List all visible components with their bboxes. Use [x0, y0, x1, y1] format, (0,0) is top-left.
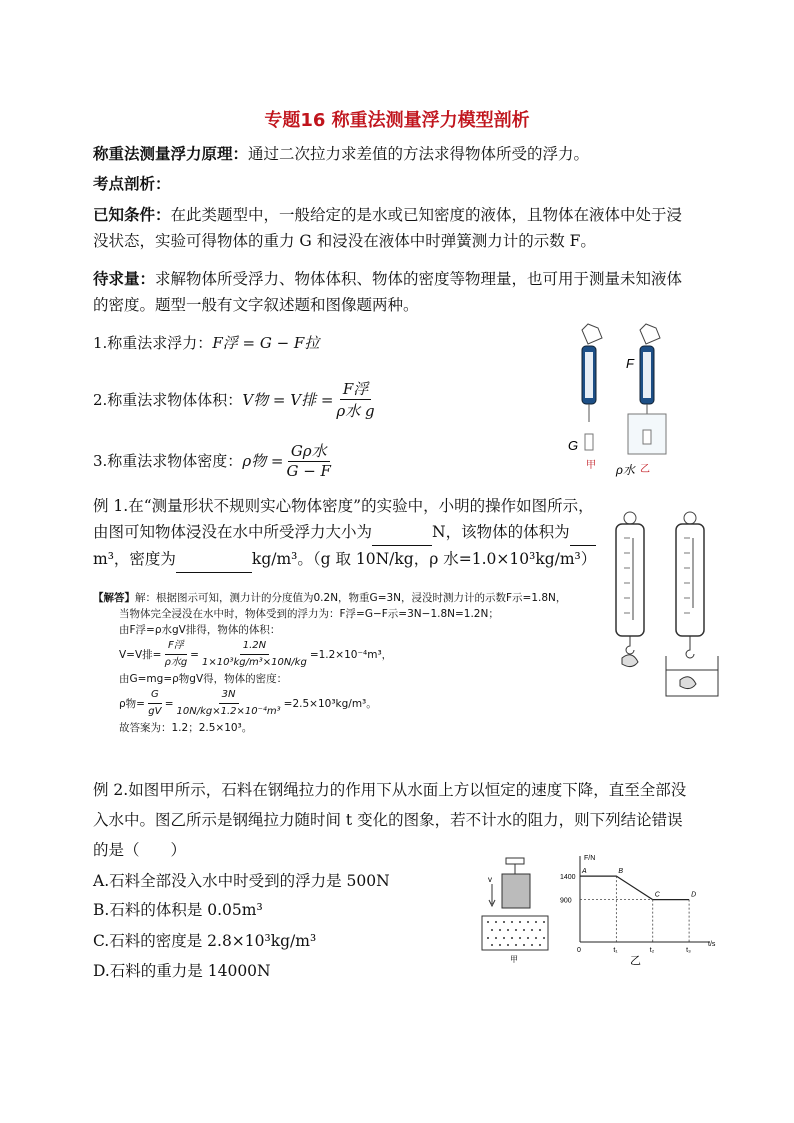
x-tick-label-3: t₃	[686, 947, 691, 954]
formula2-num: F浮	[340, 378, 371, 400]
hand-icon-left	[582, 324, 660, 344]
scale2-left	[616, 524, 644, 636]
solution-l6n2: 3N	[219, 687, 239, 704]
pulley	[506, 858, 524, 864]
solution-block	[93, 590, 603, 736]
option-b[interactable]: B.石料的体积是 0.05m³	[93, 901, 263, 919]
solution-tag: 【解答】	[93, 592, 135, 604]
x-axis-label: t/s	[708, 941, 716, 948]
label-jia: 甲	[586, 460, 596, 471]
series-line	[580, 876, 689, 900]
y-axis-label: F/N	[584, 855, 596, 862]
y-tick-label-900: 900	[560, 897, 572, 905]
unknown-line2: 的密度。题型一般有文字叙述题和图像题两种。	[93, 296, 419, 314]
spring-scale-diagram-1	[560, 322, 680, 484]
known-line1: 在此类题型中，一般给定的是水或已知密度的液体，且物体在液体中处于浸	[170, 206, 683, 224]
formula3-den: G − F	[286, 462, 331, 480]
formula-volume	[93, 378, 378, 421]
known-line2: 没状态，实验可得物体的重力 G 和浸没在液体中时弹簧测力计的示数 F。	[93, 232, 596, 250]
analysis-heading	[93, 171, 708, 197]
option-c[interactable]: C.石料的密度是 2.8×10³kg/m³	[93, 932, 317, 950]
point-label-D: D	[691, 891, 697, 899]
ring-left	[624, 512, 636, 524]
scale-right-face	[643, 352, 651, 398]
label-yi: 乙	[640, 464, 650, 475]
label-G: G	[568, 438, 579, 453]
point-label-C: C	[654, 891, 660, 899]
x-tick-label-1: t₁	[613, 947, 618, 954]
formula1-label: 1.称重法求浮力：	[93, 334, 213, 352]
principle-label: 称重法测量浮力原理：	[93, 145, 249, 163]
hook2-right	[686, 636, 694, 658]
solution-l6r: =2.5×10³kg/m³。	[283, 697, 377, 710]
solution-l4d1: ρ水g	[164, 657, 188, 668]
example1-line3b: kg/m³。（g 取 10N/kg，ρ 水=1.0×10³kg/m³）	[251, 550, 597, 568]
hook2-left	[626, 636, 634, 654]
formula3-num: Gρ水	[288, 440, 330, 462]
solution-l6-frac1	[148, 687, 162, 720]
object-right	[643, 430, 651, 444]
analysis-label: 考点剖析：	[93, 175, 171, 193]
principle-text: 通过二次拉力求差值的方法求得物体所受的浮力。	[248, 145, 590, 163]
object-left	[585, 434, 593, 450]
chart-caption: 乙	[630, 955, 641, 967]
formula2-label: 2.称重法求物体体积：	[93, 391, 243, 409]
spring-scale-diagram-2	[604, 508, 724, 700]
solution-l4d2: 1×10³kg/m³×10N/kg	[201, 657, 307, 668]
solution-l4-frac1	[164, 638, 187, 671]
solution-l4-frac2	[202, 638, 307, 671]
stone-in-water-diagram	[480, 856, 550, 964]
point-label-A: A	[582, 868, 587, 876]
known-label: 已知条件：	[93, 206, 171, 224]
ring-right	[684, 512, 696, 524]
solution-l4m: =	[190, 648, 199, 661]
unknown-label: 待求量：	[93, 270, 156, 288]
solution-l7: 故答案为：1.2；2.5×10³。	[119, 722, 253, 734]
solution-l3: 由F浮=ρ水gV排得，物体的体积：	[119, 624, 281, 636]
formula-buoyancy	[93, 332, 319, 353]
x-tick-label-0: 0	[577, 947, 581, 954]
unknown-line1: 求解物体所受浮力、物体体积、物体的密度等物理量，也可用于测量未知液体	[155, 270, 683, 288]
formula3-fraction	[286, 440, 331, 480]
solution-l6d1: gV	[148, 706, 162, 717]
solution-l6n1: G	[148, 687, 162, 704]
solution-l6m: =	[164, 697, 174, 710]
label-rho-water: ρ水	[616, 463, 635, 477]
example2-line2: 入水中。图乙所示是钢绳拉力随时间 t 变化的图象，若不计水的阻力，则下列结论错误	[93, 811, 683, 829]
formula3-label: 3.称重法求物体密度：	[93, 451, 243, 470]
scale2-right	[676, 524, 704, 636]
formula-density	[93, 440, 334, 480]
example1-line2a: 由图可知物体浸没在水中所受浮力大小为	[93, 523, 373, 541]
force-time-chart	[560, 852, 720, 970]
formula1-expr: F浮 = G − F拉	[212, 334, 320, 352]
blank-buoyancy[interactable]	[372, 519, 432, 546]
unknown-paragraph	[93, 266, 708, 318]
solution-l4n2: 1.2N	[240, 638, 269, 655]
example2-line1: 例 2.如图甲所示，石料在钢绳拉力的作用下从水面上方以恒定的速度下降，直至全部没	[93, 781, 687, 799]
solution-l2: 当物体完全浸没在水中时，物体受到的浮力为：F浮=G−F示=3N−1.8N=1.2N；	[119, 608, 499, 620]
solution-l6a: ρ物=	[119, 697, 145, 710]
known-paragraph	[93, 202, 708, 254]
example2-line3: 的是（ ）	[93, 841, 187, 859]
solution-l5: 由G=mg=ρ物gV得，物体的密度：	[119, 673, 288, 685]
object2-left	[622, 655, 638, 667]
solution-l6-frac2	[177, 687, 281, 720]
formula2-lhs: V物 = V排 =	[242, 391, 334, 409]
solution-l1: 解：根据图示可知，测力计的分度值为0.2N，物重G=3N，浸没时测力计的示数F示=1.8N，	[135, 592, 567, 604]
object2-right	[680, 677, 696, 689]
label-F: F	[626, 356, 634, 371]
solution-l6d2: 10N/kg×1.2×10⁻⁴m³	[176, 706, 281, 717]
option-a[interactable]: A.石料全部没入水中时受到的浮力是 500N	[93, 872, 390, 890]
y-tick-label-1400: 1400	[560, 874, 576, 882]
solution-l4r: =1.2×10⁻⁴m³，	[309, 648, 393, 661]
option-d[interactable]: D.石料的重力是 14000N	[93, 962, 271, 980]
scale-left-face	[585, 352, 593, 398]
beaker2	[666, 656, 718, 696]
blank-density[interactable]	[176, 546, 252, 573]
solution-l4a: V=V排=	[119, 648, 162, 661]
stone	[502, 874, 530, 908]
solution-l4	[93, 638, 603, 671]
solution-l4n1: F浮	[165, 638, 187, 655]
solution-l6	[93, 687, 603, 720]
label-jia-2: 甲	[510, 955, 518, 964]
label-v: v	[488, 875, 492, 884]
formula3-lhs: ρ物 =	[242, 451, 284, 470]
example1-line2b: N，该物体的体积为	[432, 523, 570, 541]
example1-line1: 例 1.在“测量形状不规则实心物体密度”的实验中，小明的操作如图所示，	[93, 497, 594, 515]
page-title: 专题16 称重法测量浮力模型剖析	[264, 110, 530, 131]
formula2-fraction	[336, 378, 374, 421]
blank-volume[interactable]	[570, 519, 596, 546]
example1-line3a: m³，密度为	[93, 550, 176, 568]
x-tick-label-2: t₂	[649, 947, 655, 954]
point-label-B: B	[618, 868, 624, 876]
formula2-den: ρ水 g	[336, 402, 375, 420]
principle-paragraph	[93, 141, 708, 167]
